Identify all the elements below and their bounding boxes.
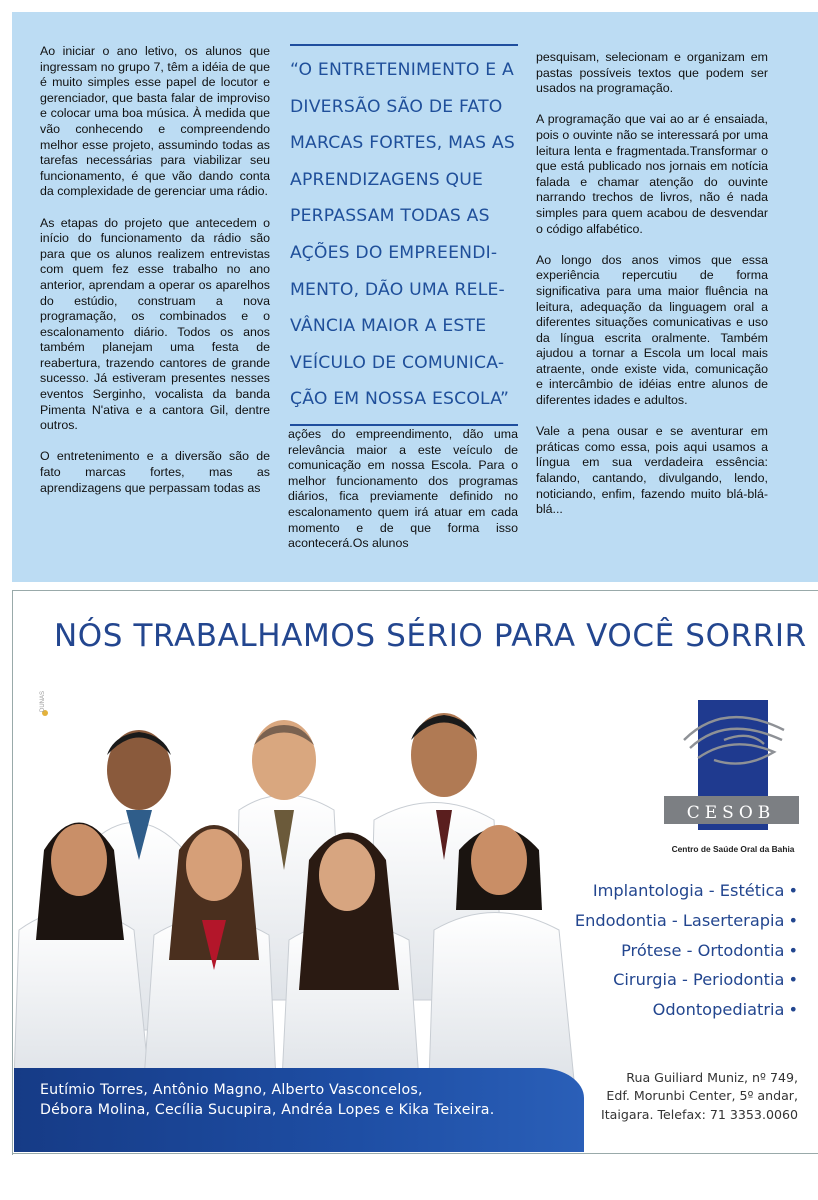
bullet-icon: • [788,970,798,990]
names-line: Eutímio Torres, Antônio Magno, Alberto Vasconcelos, [40,1082,423,1098]
pull-quote-line: APRENDIZAGENS QUE [290,169,484,190]
article-paragraph: As etapas do projeto que antecedem o início do funcionamento da rádio são para que os alunos realizem entrevistas com quem fez esse trabalho no ano anterior, aprendam a operar os aparelhos do estúdio, construam a nova programação, os combinados e o escalonamento diário. Todos os anos também planejam uma festa de reabertura, trazendo cantores de grande sucesso. Já estiveram presentes nesses eventos Serginho, vocalista da banda Pimenta N'ativa e a cantora Gil, dentre outros. [40,215,270,433]
pull-quote-line: MARCAS FORTES, MAS AS [290,133,515,154]
pull-quote-line: MENTO, DÃO UMA RELE- [290,279,505,300]
clinic-address [538,1069,798,1124]
ad-headline: NÓS TRABALHAMOS SÉRIO PARA VOCÊ SORRIR [54,618,807,654]
service-item: Prótese - Ortodontia • [621,940,798,960]
pull-quote-line: DIVERSÃO SÃO DE FATO [290,96,503,117]
address-line: Rua Guiliard Muniz, nº 749, [626,1070,798,1085]
article-paragraph: pesquisam, selecionam e organizam em pastas possíveis textos que podem ser usados na programação. [536,50,768,96]
address-line: Edf. Morunbi Center, 5º andar, [606,1088,798,1104]
services-list [498,876,798,1025]
article-paragraph: O entretenimento e a diversão são de fato marcas fortes, mas as aprendizagens que perpassam todas as [40,449,270,495]
service-item: Implantologia - Estética • [592,881,798,900]
logo-wordmark: CESOB [686,803,776,823]
article-paragraph: A programação que vai ao ar é ensaiada, pois o ouvinte não se interessará por uma leitura lenta e fragmentada.Transformar o que está publicado nos jornais em notícia falada e chamar atenção do ouvinte narrando trechos de livros, não é nada simples para quem acabou de desvendar o código alfabético. [536,112,768,236]
article-column-3 [536,50,768,533]
service-item: Odontopediatria • [652,1000,798,1020]
pull-quote-line: PERPASSAM TODAS AS [290,206,490,227]
pull-quote [290,44,518,426]
article-paragraph: Ao longo dos anos vimos que essa experiência repercutiu de forma significativa para uma maior fluência na leitura, adequação da linguagem oral a diferentes situações comunicativas e uso da língua escrita oralmente. Também ajudou a tornar a Escola um local mais atraente, onde existe vida, comunicação e intercâmbio de idéias entre alunos de diferentes idades e adultos. [536,252,768,408]
article-paragraph: Vale a pena ousar e se aventurar em práticas como essa, pois aqui usamos a língua em sua verdadeira essência: falando, cantando, divulgando, lendo, noticiando, enfim, fazendo muito blá-blá-blá... [536,424,768,517]
divider [12,1153,818,1154]
names-line: Débora Molina, Cecília Sucupira, Andréa Lopes e Kika Teixeira. [40,1102,495,1118]
pull-quote-line: AÇÕES DO EMPREENDI- [290,242,498,263]
pull-quote-line: “O ENTRETENIMENTO E A [290,60,514,80]
pull-quote-line: VEÍCULO DE COMUNICA- [290,352,505,373]
bullet-icon: • [788,940,798,960]
bullet-icon: • [788,1000,798,1020]
service-item: Cirurgia - Periodontia • [613,970,798,990]
cesob-logo [664,700,799,860]
article-paragraph: ações do empreendimento, dão uma relevância maior a este veículo de comunicação em nossa Escola. Para o melhor funcionamento dos programas diários, fica previamente definido no escalonamento quem irá atuar em cada momento e de que forma isso acontecerá.Os alunos [288,427,518,551]
agency-mark: DUNAS [40,690,46,712]
service-item: Endodontia - Laserterapia • [574,910,798,930]
article-column-2 [288,427,518,567]
logo-subtitle: Centro de Saúde Oral da Bahia [671,844,795,854]
pull-quote-line: VÂNCIA MAIOR A ESTE [290,316,487,337]
bullet-icon: • [788,881,798,900]
pull-quote-line: ÇÃO EM NOSSA ESCOLA” [290,389,510,410]
dentist-names [40,1080,560,1120]
address-line: Itaigara. Telefax: 71 3353.0060 [600,1106,798,1122]
bullet-icon: • [788,910,798,930]
article-paragraph: Ao iniciar o ano letivo, os alunos que ingressam no grupo 7, têm a idéia de que é muito simples esse papel de locutor e gerenciador, que basta falar de improviso e colocar uma boa música. À medida que vão conhecendo e compreendendo melhor esse projeto, assumindo todas as tarefas necessárias para viabilizar seu funcionamento, é que vão dando conta da complexidade de gerenciar uma rádio. [40,44,270,199]
article-column-1 [40,44,270,512]
